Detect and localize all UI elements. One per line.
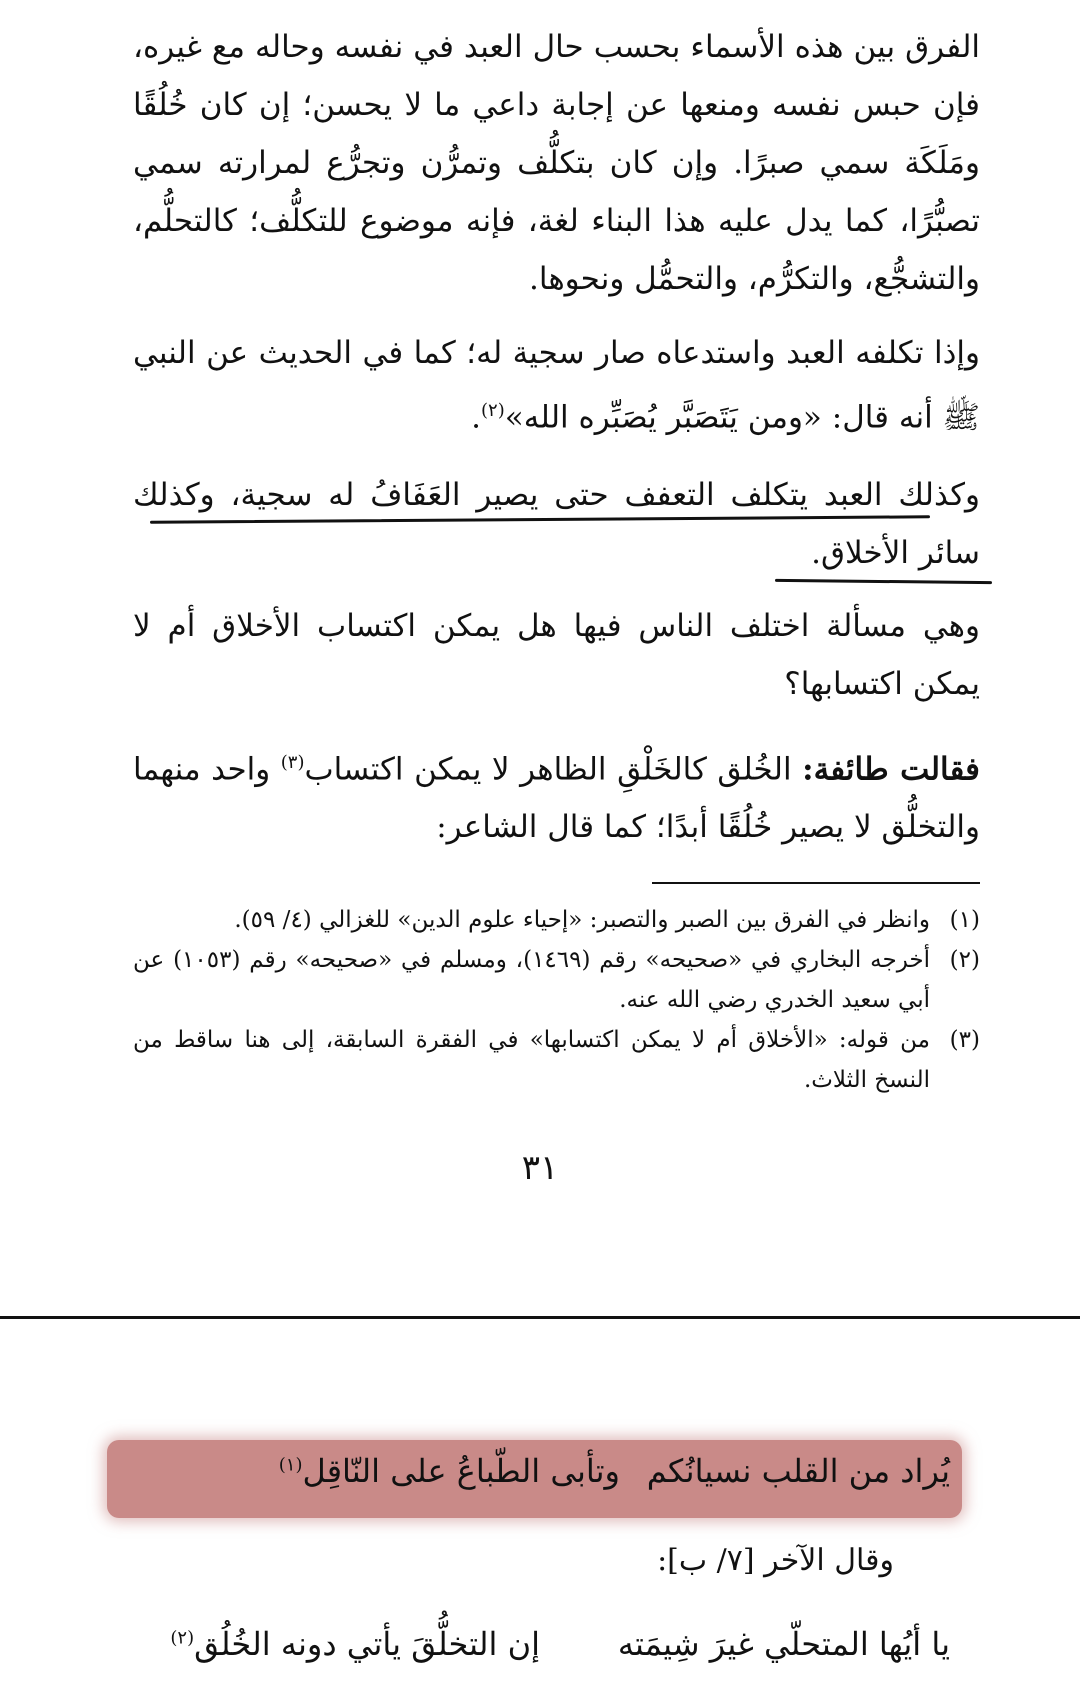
- footnote-number: (٢): [949, 947, 980, 973]
- footnote-text: أخرجه البخاري في «صحيحه» رقم (١٤٦٩)، ومسلم في «صحيحه» رقم (١٠٥٣) عن أبي سعيد الخدري رضي الله عنه.: [133, 947, 930, 1013]
- verse-text: يُراد من القلب نسيانُكم: [646, 1452, 950, 1490]
- verse-intro: وقال الآخر [٧/ ب]:: [657, 1543, 894, 1578]
- paragraph-text: وهي مسألة اختلف الناس فيها هل يمكن اكتساب الأخلاق أم لا يمكن اكتسابها؟: [133, 608, 980, 702]
- paragraph-end: .: [471, 399, 482, 436]
- page-number: ٣١: [521, 1148, 559, 1188]
- verse-text: إن التخلُّقَ يأتي دونه الخُلُق: [194, 1625, 540, 1663]
- footnote-reference: (٣): [280, 752, 305, 773]
- footnote-text: وانظر في الفرق بين الصبر والتصبر: «إحياء علوم الدين» للغزالي (٤/ ٥٩).: [234, 907, 930, 933]
- verse-hemistich: [170, 1625, 540, 1663]
- paragraph-hadith: [133, 324, 980, 446]
- footnote-reference: (٢): [170, 1627, 195, 1649]
- verse-text: وتأبى الطّباعُ على النّاقِل: [302, 1452, 620, 1490]
- paragraph-text: الفرق بين هذه الأسماء بحسب حال العبد في نفسه وحاله مع غيره، فإن حبس نفسه ومنعها عن إجابة داعي ما لا يحسن؛ إن كان خُلُقًا ومَلَكَة سمي صبرًا. وإن كان بتكلُّف وتمرُّن وتجرُّع لمرارته سمي تصبُّرًا، كما يدل عليه هذا البناء لغة، فإنه موضوع للتكلُّف؛ كالتحلُّم، والتشجُّع، والتكرُّم، والتحمُّل ونحوها.: [133, 29, 980, 297]
- page-divider: [0, 1316, 1080, 1319]
- paragraph-first-opinion: [133, 734, 980, 856]
- footnote-separator: [652, 882, 980, 884]
- paragraph-lead: فقالت طائفة:: [802, 751, 980, 788]
- footnote-reference: (١): [278, 1454, 303, 1476]
- verse-hemistich: [618, 1625, 950, 1663]
- paragraph-question: [133, 597, 980, 713]
- verse-hemistich: [279, 1452, 620, 1490]
- paragraph-text: وكذلك العبد يتكلف التعفف حتى يصير العَفَافُ له سجية، وكذلك سائر الأخلاق.: [133, 477, 980, 571]
- footnote: [133, 940, 980, 1020]
- footnote-number: (١): [949, 907, 980, 933]
- verse-hemistich: [647, 1452, 950, 1490]
- footnote-number: (٣): [949, 1027, 980, 1053]
- footnotes: [133, 900, 980, 1100]
- footnote-text: من قوله: «الأخلاق أم لا يمكن اكتسابها» في الفقرة السابقة، إلى هنا ساقط من النسخ الثلاث.: [133, 1027, 930, 1093]
- verse-text: يا أيُها المتحلّي غيرَ شِيمَته: [617, 1625, 950, 1663]
- footnote-reference: (٢): [481, 400, 505, 421]
- paragraph-text: الخُلق كالخَلْقِ الظاهر لا يمكن اكتساب: [304, 751, 792, 788]
- footnote: [133, 1020, 980, 1100]
- paragraph-text: واحد منهما والتخلُّق لا يصير خُلُقًا أبدًا؛ كما قال الشاعر:: [133, 751, 980, 846]
- paragraph-chastity-underlined: [133, 466, 980, 582]
- paragraph-patience-definition: [133, 18, 980, 308]
- footnote: [133, 900, 980, 940]
- paragraph-text: وإذا تكلفه العبد واستدعاه صار سجية له؛ كما في الحديث عن النبي ﷺ أنه قال: «ومن يَتَصَبَّر يُصَبِّره الله»: [133, 335, 980, 436]
